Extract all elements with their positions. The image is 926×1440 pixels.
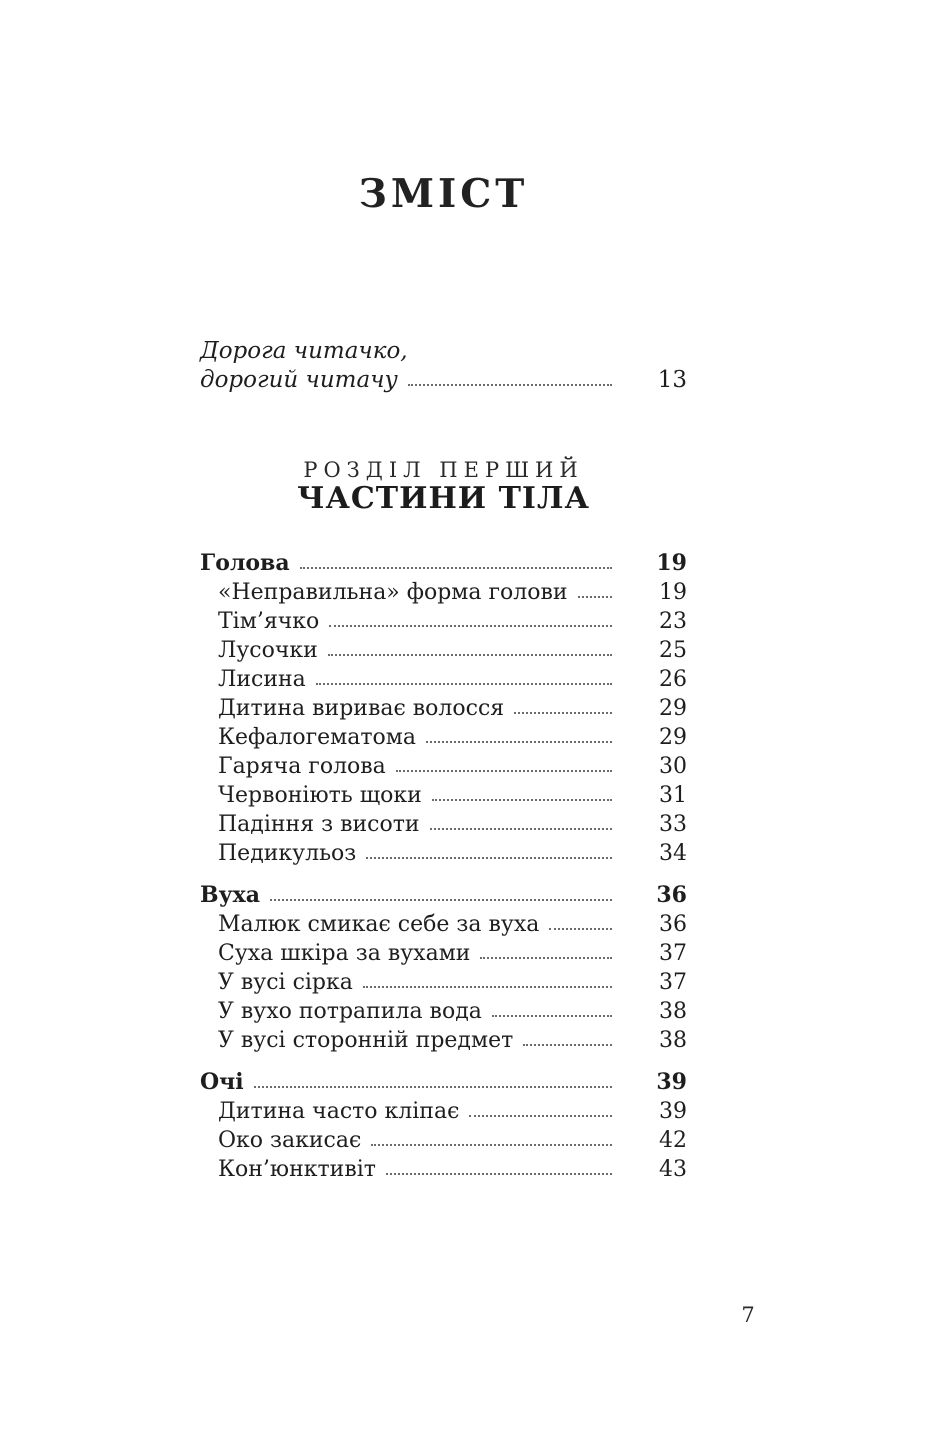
page-title: ЗМІСТ	[358, 171, 529, 218]
toc-entry-page: 19	[656, 550, 687, 576]
toc-entry-page: 36	[659, 912, 687, 937]
dotted-leader	[408, 384, 612, 386]
toc-entry-label: Кон’юнктивіт	[218, 1157, 376, 1182]
toc-entry	[200, 781, 687, 810]
toc-entry-label: У вусі сірка	[218, 970, 353, 995]
dotted-leader	[514, 712, 612, 714]
toc-entry	[200, 968, 687, 997]
toc-entry-page: 38	[659, 1028, 687, 1053]
toc-entry-page: 37	[659, 970, 687, 995]
toc-entry-page: 43	[659, 1157, 687, 1182]
intro-entry	[200, 337, 687, 395]
toc-entry	[200, 997, 687, 1026]
toc-entry-page: 38	[659, 999, 687, 1024]
dotted-leader	[396, 770, 612, 772]
toc-entry	[200, 1026, 687, 1055]
toc-entry	[200, 881, 687, 910]
dotted-leader	[492, 1015, 612, 1017]
toc-entry-label: Лусочки	[218, 638, 318, 663]
toc-entry-label: Тім’ячко	[218, 609, 320, 634]
toc-entry-label: Суха шкіра за вухами	[218, 941, 471, 966]
toc-entry	[200, 636, 687, 665]
toc-entry	[200, 723, 687, 752]
toc-entry-label: У вухо потрапила вода	[218, 999, 482, 1024]
toc-entry-page: 34	[659, 841, 687, 866]
toc-entry	[200, 752, 687, 781]
toc-entry-page: 26	[659, 667, 687, 692]
toc-entry-page: 29	[659, 725, 687, 750]
toc-entry	[200, 549, 687, 578]
intro-line-2-row	[200, 366, 687, 395]
intro-line-1: Дорога читачко,	[200, 338, 408, 364]
dotted-leader	[426, 741, 612, 743]
toc-entry	[200, 1126, 687, 1155]
dotted-leader	[328, 654, 612, 656]
dotted-leader	[578, 596, 612, 598]
dotted-leader	[430, 828, 612, 830]
toc-entry-label: Червоніють щоки	[218, 783, 422, 808]
toc-entry	[200, 665, 687, 694]
toc-entry-page: 29	[659, 696, 687, 721]
toc-entry-label: Малюк смикає себе за вуха	[218, 912, 540, 937]
dotted-leader	[316, 683, 612, 685]
toc-entry	[200, 839, 687, 868]
dotted-leader	[329, 625, 612, 627]
dotted-leader	[469, 1115, 612, 1117]
toc-entry-page: 36	[656, 882, 687, 908]
toc-entry-label: Очі	[200, 1069, 244, 1095]
toc-entry	[200, 1068, 687, 1097]
toc-entry	[200, 1097, 687, 1126]
dotted-leader	[300, 567, 612, 569]
toc-entry	[200, 810, 687, 839]
toc-entry-page: 42	[659, 1128, 687, 1153]
intro-entry-page: 13	[657, 367, 687, 393]
toc-entry	[200, 694, 687, 723]
toc-entry-page: 39	[659, 1099, 687, 1124]
toc-entry-page: 30	[659, 754, 687, 779]
toc-entry-page: 19	[659, 580, 687, 605]
dotted-leader	[386, 1173, 612, 1175]
dotted-leader	[366, 857, 612, 859]
toc-entry-page: 31	[659, 783, 687, 808]
dotted-leader	[523, 1044, 612, 1046]
dotted-leader	[270, 899, 612, 901]
toc-entry	[200, 1155, 687, 1184]
toc-entry-page: 33	[659, 812, 687, 837]
dotted-leader	[363, 986, 612, 988]
toc-entry-label: Педикульоз	[218, 841, 357, 866]
toc-entry	[200, 910, 687, 939]
toc-entry-label: Гаряча голова	[218, 754, 386, 779]
chapter-heading	[200, 458, 687, 516]
toc-entry-page: 37	[659, 941, 687, 966]
toc-entry-label: Дитина вириває волосся	[218, 696, 505, 721]
dotted-leader	[254, 1086, 612, 1088]
chapter-title: ЧАСТИНИ ТІЛА	[297, 481, 590, 516]
toc-list	[200, 549, 687, 1184]
toc-entry-page: 39	[656, 1069, 687, 1095]
toc-entry-label: Вуха	[200, 882, 261, 908]
toc-entry-label: Лисина	[218, 667, 306, 692]
toc-entry-label: Падіння з висоти	[218, 812, 420, 837]
toc-entry	[200, 607, 687, 636]
toc-entry	[200, 939, 687, 968]
dotted-leader	[549, 928, 612, 930]
toc-entry-label: Дитина часто кліпає	[218, 1099, 460, 1124]
toc-entry-label: Кефалогематома	[218, 725, 417, 750]
chapter-kicker: РОЗДІЛ ПЕРШИЙ	[303, 458, 584, 482]
toc-entry-page: 25	[659, 638, 687, 663]
dotted-leader	[432, 799, 612, 801]
dotted-leader	[371, 1144, 612, 1146]
toc-entry-label: Голова	[200, 550, 290, 576]
toc-entry-label: У вусі сторонній предмет	[218, 1028, 514, 1053]
toc-entry-label: «Неправильна» форма голови	[218, 580, 568, 605]
toc-entry-label: Око закисає	[218, 1128, 362, 1153]
dotted-leader	[480, 957, 612, 959]
toc-entry	[200, 578, 687, 607]
footer-page-number: 7	[741, 1303, 755, 1327]
intro-line-2-label: дорогий читачу	[200, 367, 398, 393]
toc-entry-page: 23	[659, 609, 687, 634]
